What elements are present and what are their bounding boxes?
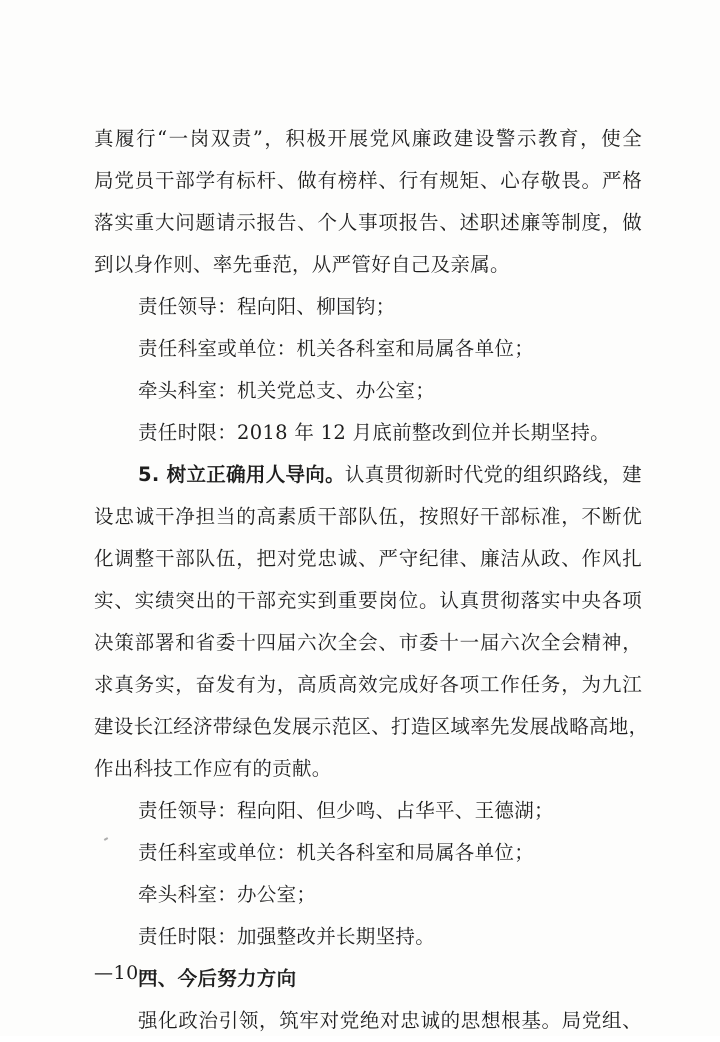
document-body: [94, 118, 649, 1042]
responsible-unit: 责任科室或单位：机关各科室和局属各单位；: [138, 337, 535, 360]
section-heading: 四、今后努力方向: [138, 967, 297, 990]
body-line: 真履行“一岗双责”，积极开展党风廉政建设警示教育，使全: [94, 127, 642, 150]
responsible-leader: 责任领导：程向阳、柳国钧；: [138, 295, 396, 318]
body-line: 局党员干部学有标杆、做有榜样、行有规矩、心存敬畏。严格: [94, 169, 642, 192]
item-5-text: 认真贯彻新时代党的组织路线，建: [344, 463, 642, 486]
body-line: 求真务实，奋发有为，高质高效完成好各项工作任务，为九江: [94, 673, 642, 696]
responsible-unit: 责任科室或单位：机关各科室和局属各单位；: [138, 841, 535, 864]
page-number: —10—: [94, 962, 159, 984]
deadline: 责任时限：加强整改并长期坚持。: [138, 925, 436, 948]
item-5-first-line: [94, 454, 642, 496]
body-line: 到以身作则、率先垂范，从严管好自己及亲属。: [94, 253, 510, 276]
body-line: 建设长江经济带绿色发展示范区、打造区域率先发展战略高地，: [94, 715, 649, 738]
responsible-leader: 责任领导：程向阳、但少鸣、占华平、王德湖；: [138, 799, 554, 822]
body-line: 化调整干部队伍，把对党忠诚、严守纪律、廉洁从政、作风扎: [94, 547, 642, 570]
item-5-title: 5. 树立正确用人导向。: [138, 463, 345, 486]
deadline: 责任时限：2018 年 12 月底前整改到位并长期坚持。: [138, 421, 610, 444]
body-line: 决策部署和省委十四届六次全会、市委十一届六次全会精神，: [94, 631, 642, 654]
body-line: 强化政治引领，筑牢对党绝对忠诚的思想根基。局党组、: [138, 1009, 642, 1032]
body-line: 落实重大问题请示报告、个人事项报告、述职述廉等制度，做: [94, 211, 642, 234]
lead-office: 牵头科室：机关党总支、办公室；: [138, 379, 436, 402]
lead-office: 牵头科室：办公室；: [138, 883, 317, 906]
body-line: 作出科技工作应有的贡献。: [94, 757, 332, 780]
body-line: 实、实绩突出的干部充实到重要岗位。认真贯彻落实中央各项: [94, 589, 642, 612]
body-line: 设忠诚干净担当的高素质干部队伍，按照好干部标准，不断优: [94, 505, 642, 528]
